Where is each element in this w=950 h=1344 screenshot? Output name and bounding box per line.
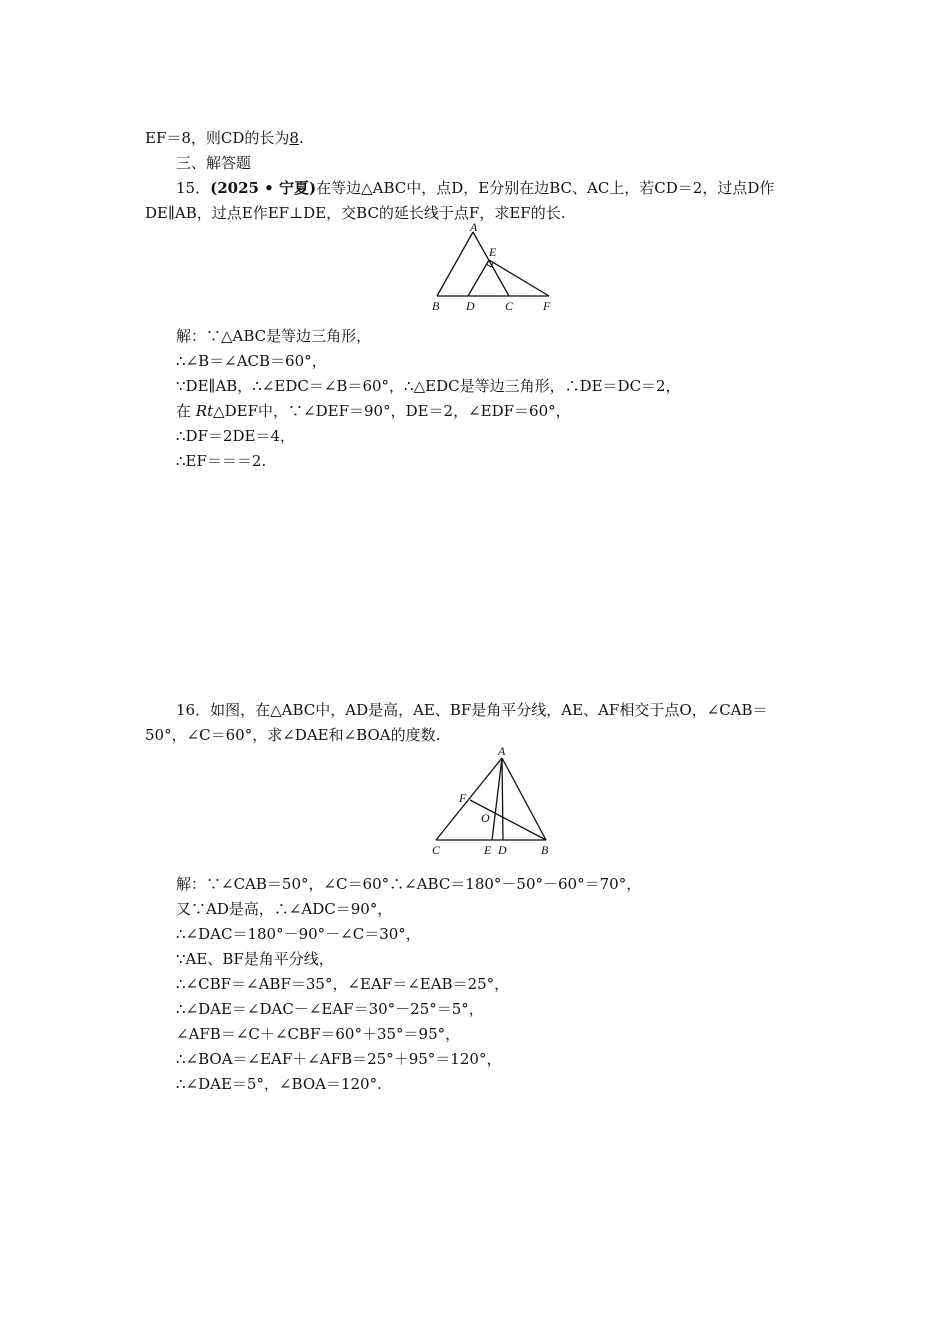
q15-segment-de [468, 260, 489, 296]
q16-height-ad [502, 758, 503, 840]
q15-source: (2025 • 宁夏) [210, 179, 317, 197]
q16-line2: 50°，∠C＝60°，求∠DAE和∠BOA的度数. [145, 726, 441, 744]
q16-sol-8: ∴∠BOA＝∠EAF＋∠AFB＝25°＋95°＝120°， [176, 1050, 502, 1068]
q15-sol-2: ∴∠B＝∠ACB＝60°， [176, 352, 327, 370]
q16-sol-9: ∴∠DAE＝5°，∠BOA＝120°. [176, 1075, 382, 1093]
q15-side-ab [437, 232, 473, 296]
q15-sol-4-rt: Rt [195, 402, 214, 420]
q15-label-a: A [470, 222, 478, 234]
q15-sol-4-pre: 在 [176, 402, 192, 420]
q16-sol-2: 又∵AD是高，∴∠ADC＝90°， [176, 900, 393, 918]
q15-sol-6: ∴EF＝＝＝2. [176, 452, 267, 470]
q16-label-f: F [459, 791, 467, 805]
q16-label-a: A [498, 744, 506, 758]
prev-answer: 8 [289, 129, 299, 147]
q15-label-d: D [466, 299, 475, 313]
q15-segment-ef [489, 260, 549, 296]
q15-label-b: B [432, 299, 440, 313]
q16-sol-5: ∴∠CBF＝∠ABF＝35°，∠EAF＝∠EAB＝25°， [176, 975, 510, 993]
prev-text: EF＝8，则CD的长为 [145, 129, 290, 147]
prev-answer-line [145, 128, 304, 148]
q15-number: 15． [176, 179, 211, 197]
prev-end: . [298, 129, 304, 147]
q15-figure [425, 222, 560, 317]
q16-label-c: C [432, 843, 441, 857]
q15-sol-4-post: △DEF中，∵∠DEF＝90°，DE＝2，∠EDF＝60°， [213, 402, 571, 420]
q15-line1-rest: 在等边△ABC中，点D，E分别在边BC、AC上，若CD＝2，过点D作 [316, 179, 775, 197]
q16-sol-4: ∵AE、BF是角平分线， [176, 950, 334, 968]
q15-sol-1: 解：∵△ABC是等边三角形， [176, 327, 372, 345]
q15-sol-3: ∵DE∥AB，∴∠EDC＝∠B＝60°，∴△EDC是等边三角形，∴DE＝DC＝2， [176, 377, 681, 395]
q16-side-ac [436, 758, 502, 840]
section-title: 三、解答题 [176, 154, 252, 172]
q15-line1 [176, 178, 774, 198]
q16-sol-3: ∴∠DAC＝180°－90°－∠C＝30°， [176, 925, 421, 943]
q16-line1: 16．如图，在△ABC中，AD是高，AE、BF是角平分线，AE、AF相交于点O，∠CAB＝ [176, 701, 768, 719]
q15-sol-4 [176, 401, 571, 421]
q15-line2: DE∥AB，过点E作EF⊥DE，交BC的延长线于点F，求EF的长. [145, 204, 566, 222]
q15-label-c: C [505, 299, 514, 313]
q16-label-e: E [484, 843, 492, 857]
q16-sol-7: ∠AFB＝∠C＋∠CBF＝60°＋35°＝95°， [176, 1025, 461, 1043]
q16-sol-1: 解：∵∠CAB＝50°，∠C＝60°∴∠ABC＝180°－50°－60°＝70°， [176, 875, 642, 893]
q16-label-o: O [481, 811, 490, 825]
q15-side-ac [473, 232, 509, 296]
q16-sol-6: ∴∠DAE＝∠DAC－∠EAF＝30°－25°＝5°， [176, 1000, 484, 1018]
q15-sol-5: ∴DF＝2DE＝4， [176, 427, 296, 445]
q16-figure [425, 740, 560, 860]
q16-bisector-ae [492, 758, 502, 840]
q16-label-d: D [498, 843, 507, 857]
q15-label-e: E [489, 245, 497, 259]
q16-label-b: B [541, 843, 549, 857]
q15-label-f: F [543, 299, 551, 313]
